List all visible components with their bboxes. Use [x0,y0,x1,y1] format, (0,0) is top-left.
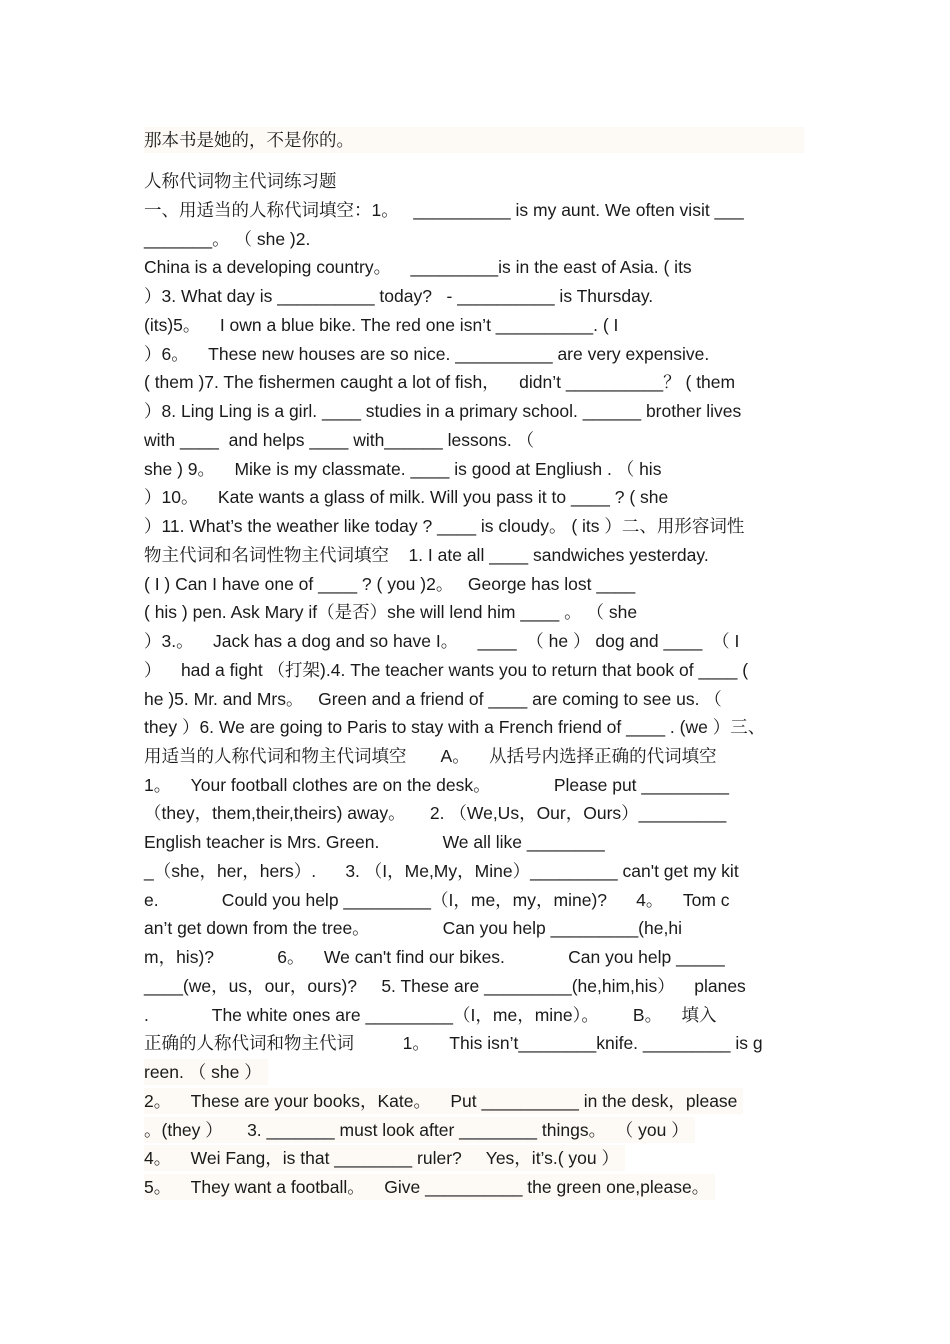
text-line: they ）6. We are going to Paris to stay with a French friend of ____ . (we ）三、 [144,717,766,737]
text-line: 正确的人称代词和物主代词 1。 This isn’t________knife. _________ is g [144,1033,763,1053]
text-line: _（she，her，hers）. 3. （I，Me,My，Mine）_________ can't get my kit [144,861,739,881]
text-line: ( them )7. The fishermen caught a lot of fish， didn’t __________？ ( them [144,372,736,392]
text-line: ( I ) Can I have one of ____ ? ( you )2。 George has lost ____ [144,574,636,594]
text-line: (its)5。 I own a blue bike. The red one isn’t __________. ( I [144,315,619,335]
text-line: China is a developing country。 _________is in the east of Asia. ( its [144,257,692,277]
text-line: she ) 9。 Mike is my classmate. ____ is good at Engliush . （ his [144,459,662,479]
text-line: ）6。 These new houses are so nice. __________ are very expensive. [144,344,710,364]
text-line: 2。 These are your books，Kate。 Put __________ in the desk，please [144,1088,743,1114]
text-line: ）3. What day is __________ today? - __________ is Thursday. [144,286,654,306]
text-line: reen. （ she ） [144,1059,268,1085]
text-line: 。(they ） 3. _______ must look after ________ things。 （ you ） [144,1117,695,1143]
text-line: m，his)? 6。 We can't find our bikes. Can you help _____ [144,947,725,967]
text-line: 4。 Wei Fang，is that ________ ruler? Yes，it’s.( you ） [144,1145,625,1171]
text-line: （they，them,their,theirs) away。 2. （We,Us，Our，Ours）_________ [144,803,727,823]
text-line: . The white ones are _________（I，me，mine）。 B。 填入 [144,1005,717,1025]
text-line: ）11. What’s the weather like today ? ____ is cloudy。 ( its ）二、用形容词性 [144,516,745,536]
text-line: ）3.。 Jack has a dog and so have I。 ____ （ he ） dog and ____ （ I [144,631,740,651]
text-line: ） had a fight （打架).4. The teacher wants you to return that book of ____ ( [144,660,749,680]
exercise-title: 人称代词物主代词练习题 [144,171,337,191]
text-line: ____(we，us，our，ours)? 5. These are _________(he,him,his） planes [144,976,746,996]
text-line: ( his ) pen. Ask Mary if（是否）she will lend him ____ 。 （ she [144,602,638,622]
text-line: ）10。 Kate wants a glass of milk. Will you pass it to ____ ? ( she [144,487,669,507]
text-line: 用适当的人称代词和物主代词填空 A。 从括号内选择正确的代词填空 [144,746,717,766]
text-line: 1。 Your football clothes are on the desk。 Please put _________ [144,775,730,795]
text-line: 5。 They want a football。 Give __________ the green one,please。 [144,1174,715,1200]
text-line: he )5. Mr. and Mrs。 Green and a friend of ____ are coming to see us. （ [144,689,722,709]
intro-sentence: 那本书是她的，不是你的。 [144,127,804,153]
text-line: an’t get down from the tree。 Can you help _________(he,hi [144,918,682,938]
text-line: _______。 （ she )2. [144,229,311,249]
text-line: 一、用适当的人称代词填空：1。 __________ is my aunt. We often visit ___ [144,200,744,220]
text-line: 物主代词和名词性物主代词填空 1. I ate all ____ sandwiches yesterday. [144,545,709,565]
text-line: with ____ and helps ____ with______ lessons. （ [144,430,535,450]
text-line: English teacher is Mrs. Green. We all like ________ [144,832,605,852]
text-line: ）8. Ling Ling is a girl. ____ studies in a primary school. ______ brother lives [144,401,742,421]
text-line: e. Could you help _________（I，me，my，mine)? 4。 Tom c [144,890,730,910]
